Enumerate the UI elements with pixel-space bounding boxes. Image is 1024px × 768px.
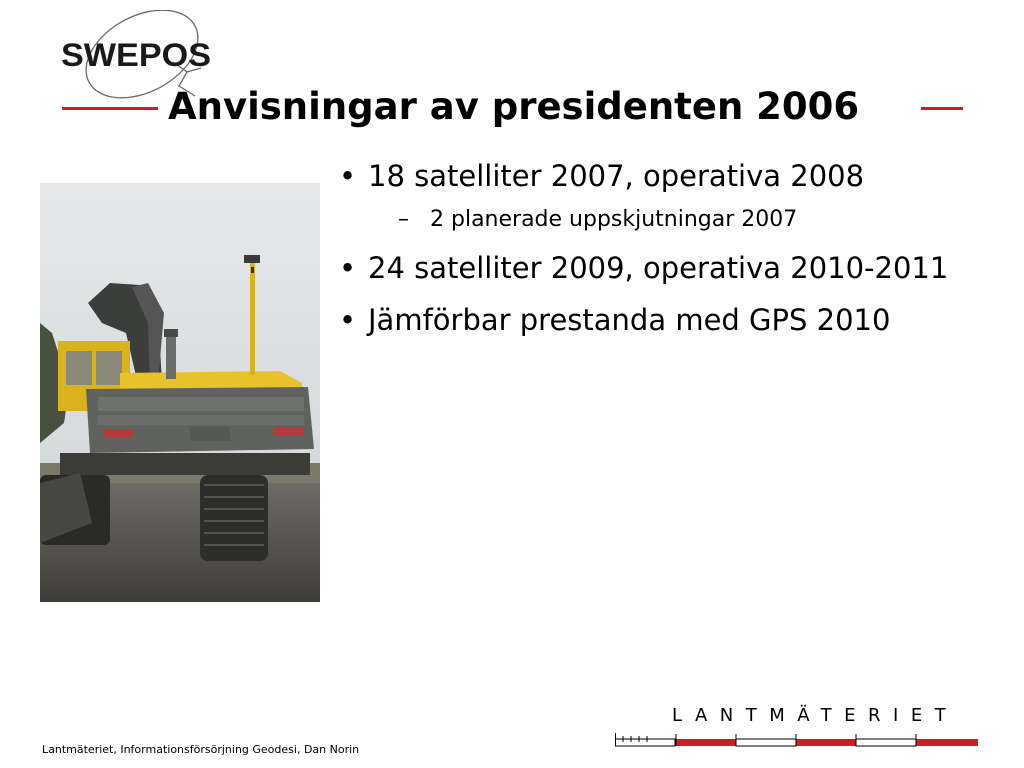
brand-wordmark: LANTMÄTERIET [672,705,959,726]
bullet-marker: • [339,303,357,337]
sub-bullet-text: 2 planerade uppskjutningar 2007 [430,207,798,232]
bullet-item [336,156,1006,196]
bullet-text: 24 satelliter 2009, operativa 2010-2011 [368,251,949,285]
bullet-item [336,248,1006,288]
sub-bullet-item [336,204,1006,236]
sub-bullet-marker: – [398,207,409,232]
page-title: Anvisningar av presidenten 2006 [168,85,860,128]
title-rule-left [62,107,158,110]
logo-text: SWEPOS [61,37,211,73]
excavator-photo [40,183,320,602]
bullet-list [336,156,1006,340]
brand-ruler [615,733,979,749]
bullet-marker: • [339,251,357,285]
title-rule-right [921,107,963,110]
bullet-text: 18 satelliter 2007, operativa 2008 [368,159,865,193]
footer-credit: Lantmäteriet, Informationsförsörjning Geodesi, Dan Norin [42,743,360,756]
bullet-item [336,300,1006,340]
bullet-marker: • [339,159,357,193]
bullet-text: Jämförbar prestanda med GPS 2010 [368,303,891,337]
